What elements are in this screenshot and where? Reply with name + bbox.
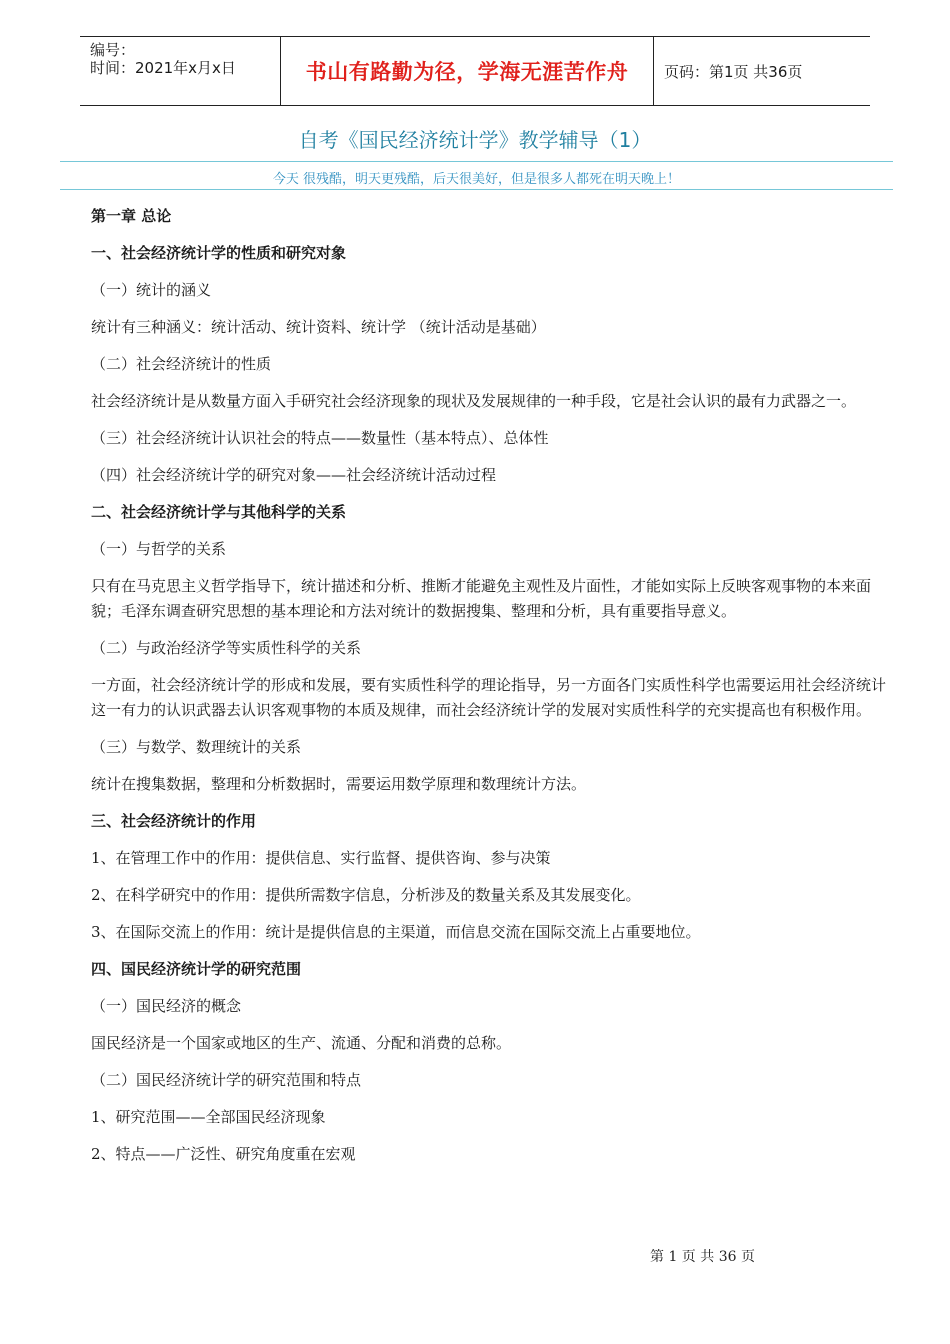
subsection-heading: （二）与政治经济学等实质性科学的关系 [91,639,362,657]
list-item: 2、特点——广泛性、研究角度重在宏观 [91,1145,356,1163]
paragraph: 一方面，社会经济统计学的形成和发展，要有实质性科学的理论指导，另一方面各门实质性科学也需要运用社会经济统计这一有力的认识武器去认识客观事物的本质及规律，而社会经济统计学的发展对实质性科学的充实提高也有积极作用。 [91,676,887,719]
subsection-heading: （二）社会经济统计的性质 [91,355,272,373]
page-title: 自考《国民经济统计学》教学辅导（1） [298,128,652,152]
time-label: 时间：2021年x月x日 [90,59,236,77]
paragraph: 统计有三种涵义：统计活动、统计资料、统计学 （统计活动是基础） [91,318,546,336]
page-footer: 第 1 页 共 36 页 [650,1249,755,1265]
chapter-heading: 第一章 总论 [91,207,172,225]
header-page-cell [654,37,870,105]
page-subtitle: 今天 很残酷，明天更残酷，后天很美好，但是很多人都死在明天晚上！ [272,172,681,187]
subsection-heading: （一）国民经济的概念 [91,997,242,1015]
subsection-heading: （三）与数学、数理统计的关系 [91,738,302,756]
section-heading: 三、社会经济统计的作用 [91,812,257,830]
number-label: 编号： [90,41,136,59]
subsection-heading: （四）社会经济统计学的研究对象——社会经济统计活动过程 [91,466,497,484]
header-meta-cell [80,37,281,105]
subsection-heading: （二）国民经济统计学的研究范围和特点 [91,1071,362,1089]
section-heading: 二、社会经济统计学与其他科学的关系 [91,503,347,521]
section-heading: 一、社会经济统计学的性质和研究对象 [91,244,347,262]
list-item: 2、在科学研究中的作用：提供所需数字信息，分析涉及的数量关系及其发展变化。 [91,886,641,904]
subsection-heading: （三）社会经济统计认识社会的特点——数量性（基本特点）、总体性 [91,429,549,447]
title-divider-top [60,161,893,162]
list-item: 1、在管理工作中的作用：提供信息、实行监督、提供咨询、参与决策 [91,849,551,867]
subsection-heading: （一）与哲学的关系 [91,540,227,558]
paragraph: 只有在马克思主义哲学指导下，统计描述和分析、推断才能避免主观性及片面性，才能如实际上反映客观事物的本来面貌；毛泽东调查研究思想的基本理论和方法对统计的数据搜集、整理和分析，具有重要指导意义。 [91,577,872,620]
paragraph: 统计在搜集数据，整理和分析数据时，需要运用数学原理和数理统计方法。 [91,775,587,793]
paragraph: 国民经济是一个国家或地区的生产、流通、分配和消费的总称。 [91,1034,512,1052]
page-info: 页码：第1页 共36页 [664,62,803,81]
list-item: 3、在国际交流上的作用：统计是提供信息的主渠道，而信息交流在国际交流上占重要地位。 [91,923,701,941]
header-motto-cell [281,37,654,105]
header-table [80,36,870,106]
title-divider-bottom [60,189,893,190]
list-item: 1、研究范围——全部国民经济现象 [91,1108,326,1126]
document-body [91,204,891,1167]
motto-red: 书山有路勤为径，学海无涯苦作舟 [305,60,629,84]
subsection-heading: （一）统计的涵义 [91,281,212,299]
section-heading: 四、国民经济统计学的研究范围 [91,960,302,978]
paragraph: 社会经济统计是从数量方面入手研究社会经济现象的现状及发展规律的一种手段，它是社会认识的最有力武器之一。 [91,392,857,410]
